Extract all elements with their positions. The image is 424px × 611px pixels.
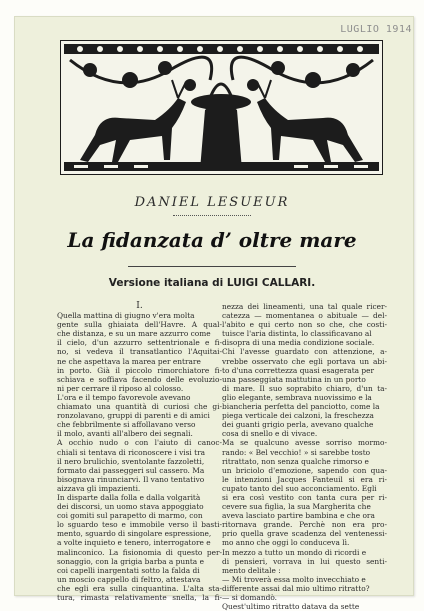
text-line: cevere sua figlia, la sua Margherita che: [222, 502, 371, 512]
text-column-left: [57, 302, 222, 602]
text-line: di mare. Il suo soprabito chiaro, d'un ta-: [222, 383, 387, 393]
text-line: vrebbe osservato che egli portava un abi-: [222, 356, 387, 366]
text-line: il molo, avanti all'albero dei segnali.: [57, 429, 193, 439]
text-line: cosa di snello e di vivace.: [222, 429, 318, 439]
text-line: malinconico. La fisionomia di questo per-: [57, 547, 222, 557]
text-line: In mezzo a tutto un mondo di ricordi e: [222, 547, 367, 557]
text-line: bisognava rinunciarvi. Il vano tentativo: [57, 474, 205, 484]
text-line: ritornava grande. Perchè non era pro-: [222, 520, 387, 530]
text-line: biancheria perfetta del panciotto, come la: [222, 402, 380, 412]
text-line: il cielo, d'un azzurro settentrionale e fi-: [57, 338, 222, 348]
text-line: che egli era sulla cinquantina. L'alta sta-: [57, 583, 222, 593]
text-line: — Mi troverà essa molto invecchiato e: [222, 574, 366, 584]
text-line: gente sulla ghiaiata dell'Havre. A qual-: [57, 320, 222, 330]
text-line: mo anno che oggi lo conduceva lì.: [222, 538, 350, 548]
text-line: ni per cerrare il riposo al colosso.: [57, 383, 184, 393]
translator-line: Versione italiana di LUIGI CALLARI.: [108, 277, 316, 289]
text-line: una passeggiata mattutina in un porto: [222, 374, 366, 384]
text-line: coi capelli inargentati sotto la falda di: [57, 565, 200, 575]
story-title: La fidanzata d’ oltre mare: [67, 228, 357, 252]
text-line: no, si vedeva il transatlantico l'Aquitai-: [57, 347, 222, 357]
text-line: coi gomiti sul parapetto di marmo, con: [57, 511, 203, 521]
text-line: che febbrilmente si affollavano verso: [57, 420, 196, 430]
text-line: di pensieri, vorrava in lui questo senti-: [222, 556, 387, 566]
text-line: differente assai dal mio ultimo ritratto?: [222, 583, 370, 593]
text-line: formato dai passeggeri sul cassero. Ma: [57, 465, 205, 475]
text-line: Chi l'avesse guardato con attenzione, a-: [222, 347, 387, 357]
text-line: dei discorsi, un uomo stava appoggiato: [57, 502, 204, 512]
text-line: ronzolavano, gruppi di parenti e di amici: [57, 411, 210, 421]
text-line: in porto. Già il piccolo rimorchiatore fi-: [57, 365, 222, 375]
text-line: si era così vestito con tanta cura per ri-: [222, 492, 387, 502]
text-line: Quella mattina di giugno v'era molta: [57, 311, 195, 321]
text-line: aveva lasciato partire bambina e che ora: [222, 511, 375, 521]
text-line: rando: « Bel vecchio! » si sarebbe tosto: [222, 447, 371, 457]
title-rule: [128, 266, 296, 267]
text-line: a volte inquieto e tenero, interrogatore e: [57, 538, 211, 548]
text-line: un briciolo d'emozione, sapendo con qua-: [222, 465, 387, 475]
text-line: le intenzioni Jacques Fanteuil si era ri-: [222, 474, 387, 484]
text-line: chiamato una quantità di curiosi che gi-: [57, 402, 222, 412]
text-line: dei guanti grigio perla, avevano qualche: [222, 420, 374, 430]
text-line: L'ora e il tempo favorevole avevano: [57, 392, 191, 402]
text-line: il nero brulichio, sventolante fazzoletti,: [57, 456, 205, 466]
text-line: piega verticale dei calzoni, la freschezza: [222, 411, 374, 421]
header-illustration: [60, 40, 383, 175]
text-line: tuisce l'aria distinta, lo classificavano al: [222, 329, 372, 339]
text-line: un moscio cappello di feltro, attestava: [57, 574, 201, 584]
text-line: cupato tanto del suo acconciamento. Egli: [222, 483, 377, 493]
text-line: che distanza, e su un mare azzurro come: [57, 329, 211, 339]
text-line: In disparte dalla folla e dalla volgarità: [57, 492, 201, 502]
date-stamp: LUGLIO 1914: [340, 24, 412, 35]
author-name: DANIEL LESUEUR: [134, 195, 290, 210]
text-line: to d'una correttezza quasi esagerata per: [222, 365, 375, 375]
text-line: chiali si tentava di riconoscere i visi tra: [57, 447, 206, 457]
text-line: disopra di una media condizione sociale.: [222, 338, 375, 348]
art-nouveau-deer-illustration: [60, 40, 383, 175]
text-line: catezza — momentanea o abituale — del-: [222, 311, 387, 321]
text-line: — si domandò.: [222, 593, 278, 602]
text-line: aizzava gli impazienti.: [57, 483, 141, 493]
text-line: prio quella grave scadenza del ventenessi-: [222, 529, 387, 539]
text-line: glio elegante, sembrava nuovissimo e la: [222, 392, 372, 402]
text-line: tura, rimasta relativamente snella, la fi-: [57, 593, 222, 602]
text-line: A occhio nudo o con l'aiuto di canoc-: [57, 438, 222, 448]
text-line: schiava e soffiava facendo delle evoluzio-: [57, 374, 222, 384]
text-line: nezza dei lineamenti, una tal quale ricer-: [222, 302, 387, 311]
text-line: ne che aspettava la marea per entrare: [57, 356, 201, 366]
text-line: sonaggio, con la grigia barba a punta e: [57, 556, 204, 566]
text-column-right: [222, 302, 387, 611]
text-line: ritrattato, non senza qualche rimorso e: [222, 456, 369, 466]
text-line: Ma se qualcuno avesse sorriso mormo-: [222, 438, 387, 448]
chapter-number: I.: [136, 301, 143, 311]
text-line: mento delitale :: [222, 565, 281, 575]
text-line: Quest'ultimo ritratto datava da sette: [222, 602, 360, 611]
text-line: lo sguardo teso e immobile verso il basti-: [57, 520, 222, 530]
text-line: mento, sguardo di singolare espressione,: [57, 529, 212, 539]
text-line: l'abito e qui certo non so che, che costi-: [222, 320, 387, 330]
dotted-divider: [173, 215, 251, 216]
